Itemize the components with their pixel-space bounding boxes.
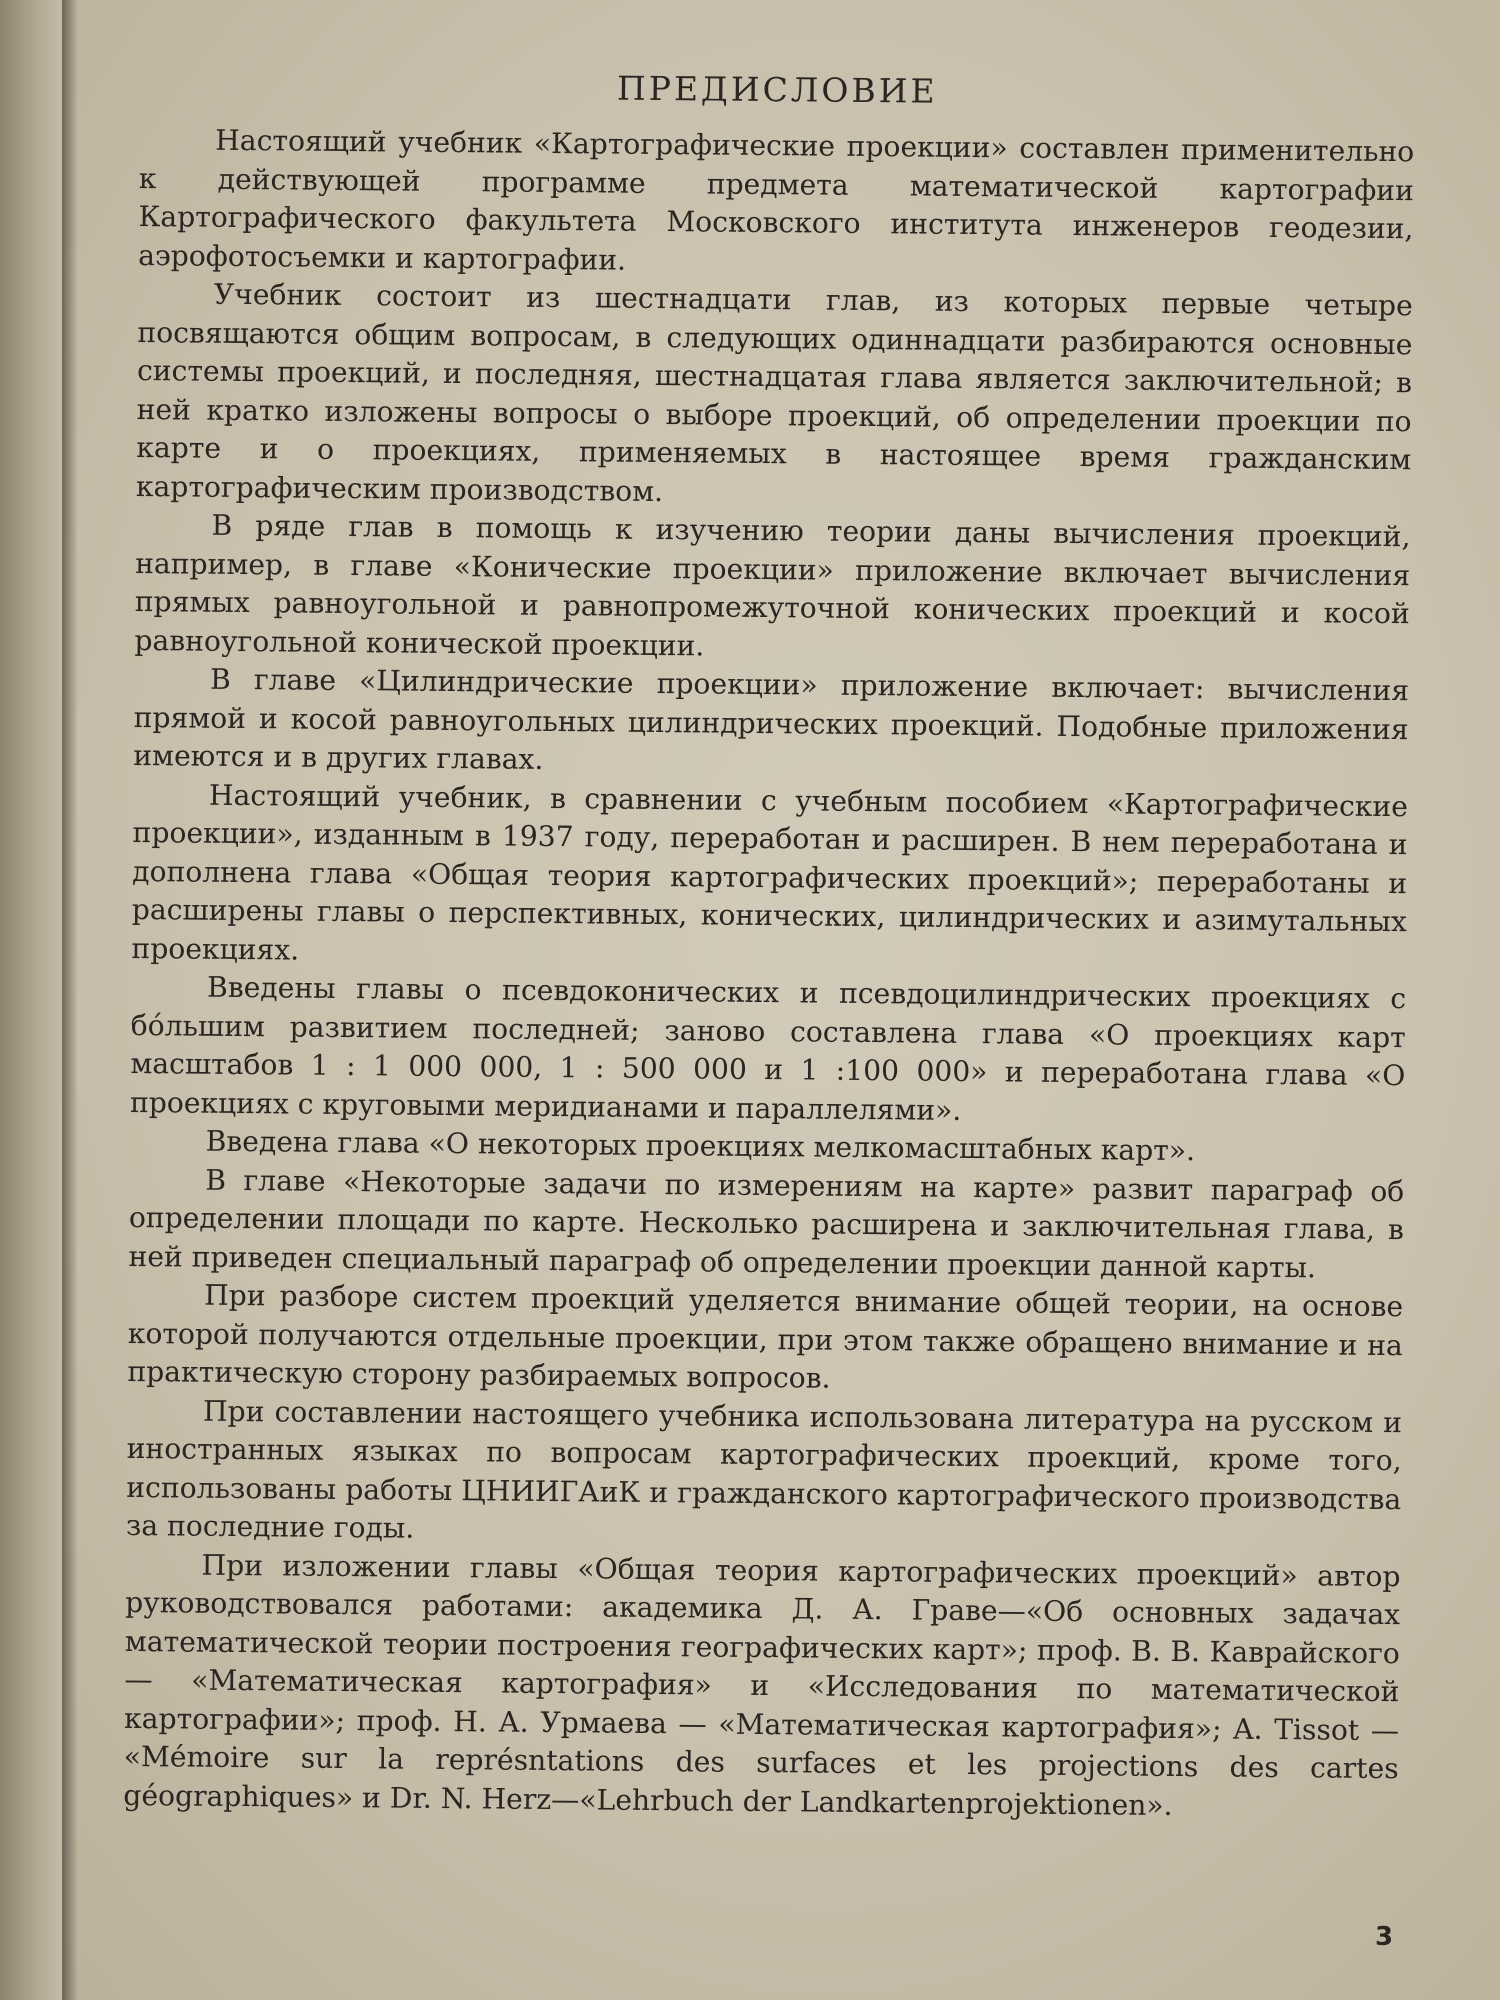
paragraph: Настоящий учебник, в сравнении с учебным пособием «Картографические проекции», изданным в 1937 году, переработан и расширен. В нем переработана и дополнена глава «Общая теория картографических проекций»; переработаны и расширены главы о перспективных, конических, цилиндрических и азимутальных проекциях.	[131, 778, 1409, 967]
paragraph: Учебник состоит из шестнадцати глав, из которых первые четыре посвящаются общим вопросам, в следующих одиннадцати разбираются основные системы проекций, и последняя, шестнадцатая глава является заключительной; в ней кратко изложены вопросы о выборе проекций, об определении проекции по карте и о проекциях, применяемых в настоящее время гражданским картографическим производством.	[135, 277, 1413, 508]
paragraph: При составлении настоящего учебника использована литература на русском и иностранных языках по вопросам картографических проекций, кроме того, использованы работы ЦНИИГАиК и гражданского картографического производства за последние годы.	[125, 1394, 1403, 1545]
previous-page-edge	[0, 0, 62, 2000]
paragraph: Введена глава «О некоторых проекциях мелкомасштабных карт».	[205, 1124, 1196, 1168]
paragraph: В главе «Цилиндрические проекции» приложение включает: вычисления прямой и косой равноугольных цилиндрических проекций. Подобные приложения имеются и в других главах.	[133, 662, 1410, 776]
page-content	[123, 64, 1415, 1827]
page-number: 3	[1375, 1922, 1394, 1952]
paragraph: Введены главы о псевдоконических и псевдоцилиндрических проекциях с бо́льшим развитием последней; заново составлена глава «О проекциях карт масштабов 1 : 1 000 000, 1 : 500 000 и 1 :100 000» и переработана глава «О проекциях с круговыми меридианами и параллелями».	[129, 970, 1407, 1127]
paragraph: В главе «Некоторые задачи по измерениям на карте» развит параграф об определении площади по карте. Несколько расширена и заключительная глава, в ней приведен специальный параграф об определении проекции данной карты.	[128, 1163, 1405, 1284]
paragraph: В ряде глав в помощь к изучению теории даны вычисления проекций, например, в главе «Конические проекции» приложение включает вычисления прямых равноугольной и равнопромежуточной конических проекций и косой равноугольной конической проекции.	[134, 508, 1411, 662]
paragraph: При разборе систем проекций уделяется внимание общей теории, на основе которой получаются отдельные проекции, при этом также обращено внимание и на практическую сторону разбираемых вопросов.	[127, 1278, 1404, 1395]
paragraph: При изложении главы «Общая теория картографических проекций» автор руководствовался работами: академика Д. А. Граве—«Об основных задачах математической теории построения географических карт»; проф. В. В. Каврайского — «Математическая картография» и «Исследования по математической картографии»; проф. Н. А. Урмаева — «Математическая картография»; A. Tissot — «Mémoire sur la représntations des surfaces et les projections des cartes géographiques» и Dr. N. Herz—«Lehrbuch der Landkartenprojektionen».	[123, 1548, 1401, 1822]
page-heading: ПРЕДИСЛОВИЕ	[616, 68, 938, 111]
paragraph: Настоящий учебник «Картографические проекции» составлен применительно к действующей программе предмета математической картографии Картографического факультета Московского института инженеров геодезии, аэрофотосъемки и картографии.	[138, 123, 1415, 277]
spine-shadow	[62, 0, 78, 2000]
